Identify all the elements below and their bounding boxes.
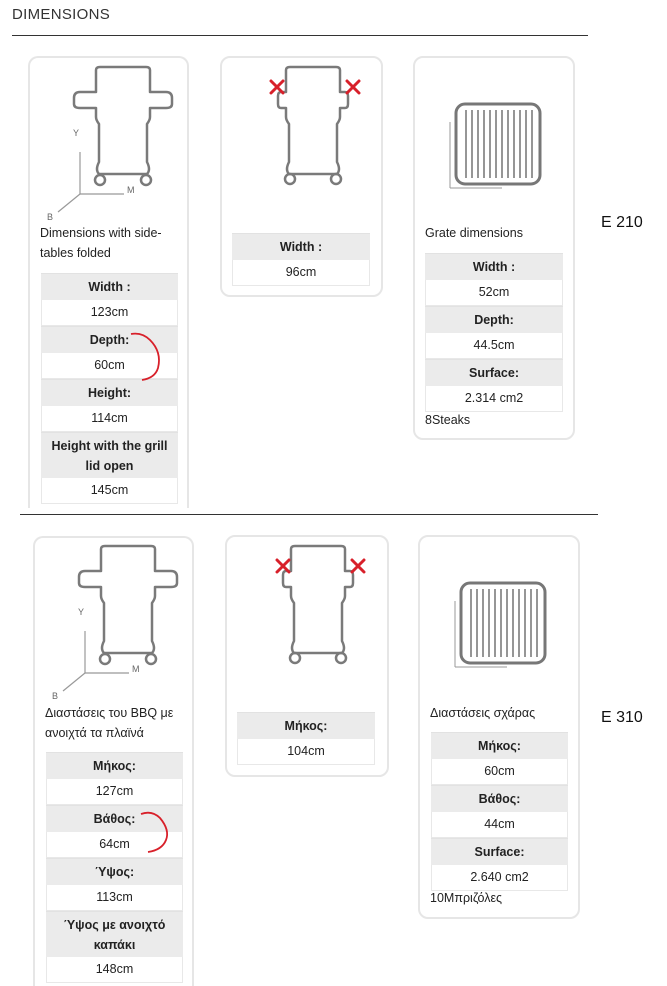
row-value: 60cm [41, 353, 178, 379]
row-value: 44.5cm [425, 333, 563, 359]
axis-label-y: Y [73, 128, 80, 138]
row-value: 145cm [41, 478, 178, 504]
dimensions-table [41, 273, 178, 504]
row-value: 96cm [232, 260, 370, 286]
caption-line-2: tables folded [40, 246, 111, 260]
remove-x-icon [345, 79, 361, 95]
divider-top [12, 35, 588, 36]
axis-label-y: Y [78, 607, 85, 617]
remove-x-icon [350, 558, 366, 574]
axis-label-b: B [52, 691, 59, 701]
model-label: E 210 [601, 214, 643, 231]
divider-middle [20, 514, 598, 515]
row-value: 148cm [46, 957, 183, 983]
row-value: 2.314 cm2 [425, 386, 563, 412]
axis-label-b: B [47, 212, 54, 222]
red-annotation-mark [138, 808, 178, 856]
row-label: Βάθος: [46, 805, 183, 832]
row-value: 64cm [46, 832, 183, 858]
row-label: Width : [41, 273, 178, 300]
grate-caption: Grate dimensions [425, 226, 523, 240]
grate-icon [446, 100, 546, 196]
row-value: 113cm [46, 885, 183, 911]
dimensions-table [46, 752, 183, 983]
grill-open-icon [53, 541, 193, 701]
model-label: E 310 [601, 709, 643, 726]
axis-label-m: M [127, 185, 135, 195]
row-value: 104cm [237, 739, 375, 765]
page-title: DIMENSIONS [12, 6, 111, 23]
row-value: 127cm [46, 779, 183, 805]
grate-table [425, 253, 563, 412]
row-value: 114cm [41, 406, 178, 432]
remove-x-icon [269, 79, 285, 95]
row-value: 2.640 cm2 [431, 865, 568, 891]
row-label: Μήκος: [431, 732, 568, 759]
width-table [232, 233, 370, 286]
row-label: Surface: [425, 359, 563, 386]
row-label: Height: [41, 379, 178, 406]
caption-line-1: Διαστάσεις του BBQ με [45, 706, 174, 720]
dimensions-caption [40, 223, 180, 263]
row-label: Width : [232, 233, 370, 260]
grate-table [431, 732, 568, 891]
row-label: Height with the grill lid open [41, 432, 178, 478]
grate-note: 8Steaks [425, 413, 471, 427]
red-annotation-mark [128, 330, 168, 384]
grill-open-icon [48, 62, 188, 222]
caption-line-2: ανοιχτά τα πλαϊνά [45, 726, 144, 740]
row-label: Μήκος: [237, 712, 375, 739]
grate-icon [451, 579, 551, 675]
row-label: Ύψος με ανοιχτό καπάκι [46, 911, 183, 957]
grate-note: 10Μπριζόλες [430, 891, 503, 905]
row-label: Βάθος: [431, 785, 568, 812]
row-label: Depth: [425, 306, 563, 333]
remove-x-icon [275, 558, 291, 574]
grate-caption: Διαστάσεις σχάρας [430, 706, 536, 720]
row-label: Depth: [41, 326, 178, 353]
row-label: Μήκος: [46, 752, 183, 779]
caption-line-1: Dimensions with side- [40, 226, 162, 240]
row-value: 52cm [425, 280, 563, 306]
row-label: Width : [425, 253, 563, 280]
row-value: 60cm [431, 759, 568, 785]
row-label: Surface: [431, 838, 568, 865]
row-value: 123cm [41, 300, 178, 326]
axis-label-m: M [132, 664, 140, 674]
dimensions-caption [45, 703, 190, 743]
row-value: 44cm [431, 812, 568, 838]
row-label: Ύψος: [46, 858, 183, 885]
length-table [237, 712, 375, 765]
